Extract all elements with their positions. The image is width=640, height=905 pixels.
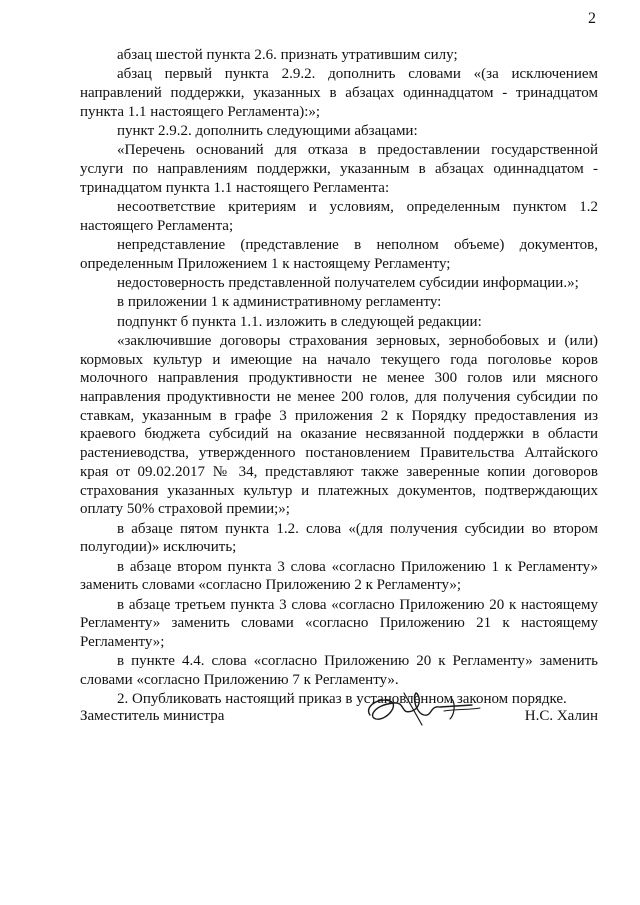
- paragraph: недостоверность представленной получателем субсидии информации.»;: [117, 275, 579, 291]
- page-number: 2: [588, 10, 596, 27]
- paragraph: «Перечень оснований для отказа в предоставлении государственной услуги по направлениям поддержки, указанным в абзацах одиннадцатом - тринадцатом пункта 1.1 настоящего Регламента:: [80, 142, 598, 196]
- paragraph: пункт 2.9.2. дополнить следующими абзацами:: [117, 123, 418, 139]
- paragraph: в абзаце пятом пункта 1.2. слова «(для получения субсидии во втором полугодии)» исключить;: [80, 520, 598, 556]
- paragraph: абзац шестой пункта 2.6. признать утратившим силу;: [117, 47, 458, 63]
- signature-block: [80, 685, 598, 735]
- closing-paragraph: 2. Опубликовать настоящий приказ в установленном законом порядке.: [117, 691, 567, 708]
- paragraph: несоответствие критериям и условиям, определенным пунктом 1.2 настоящего Регламента;: [80, 199, 598, 234]
- signatory-name: Н.С. Халин: [524, 708, 598, 724]
- handwritten-signature: [360, 685, 490, 729]
- paragraph: подпункт б пункта 1.1. изложить в следующей редакции:: [117, 313, 482, 330]
- paragraph: абзац первый пункта 2.9.2. дополнить словами «(за исключением направлений поддержки, указанных в абзацах одиннадцатом - тринадцатом пункта 1.1 настоящего Регламента):»;: [80, 66, 598, 120]
- paragraph: непредставление (представление в неполном объеме) документов, определенным Приложением 1 к настоящему Регламенту;: [80, 237, 598, 272]
- signatory-position: Заместитель министра: [80, 708, 225, 724]
- paragraph: в абзаце втором пункта 3 слова «согласно Приложению 1 к Регламенту» заменить словами «согласно Приложению 2 к Регламенту»;: [80, 558, 598, 594]
- paragraph: «заключившие договоры страхования зерновых, зернобобовых и (или) кормовых культур и имеющие на начало текущего года поголовье коров молочного направления продуктивности не менее 300 голов или мясного направления продуктивности не менее 200 голов, для получения субсидии по ставкам, указанным в графе 3 приложения 2 к Порядку предоставления из краевого бюджета субсидий на оказание несвязанной поддержки в области растениеводства, утвержденного постановлением Правительства Алтайского края от 09.02.2017 № 34, представляют также заверенные копии договоров страхования указанных культур и платежных документов, подтверждающих оплату 50% страховой премии;»;: [80, 332, 598, 518]
- paragraph: в пункте 4.4. слова «согласно Приложению 20 к Регламенту» заменить словами «согласно Приложению 7 к Регламенту».: [80, 653, 598, 688]
- paragraph: в приложении 1 к административному регламенту:: [117, 294, 442, 311]
- document-body: [80, 46, 598, 710]
- paragraph: в абзаце третьем пункта 3 слова «согласно Приложению 20 к настоящему Регламенту» заменить словами «согласно Приложению 21 к настоящему Регламенту»;: [80, 596, 598, 650]
